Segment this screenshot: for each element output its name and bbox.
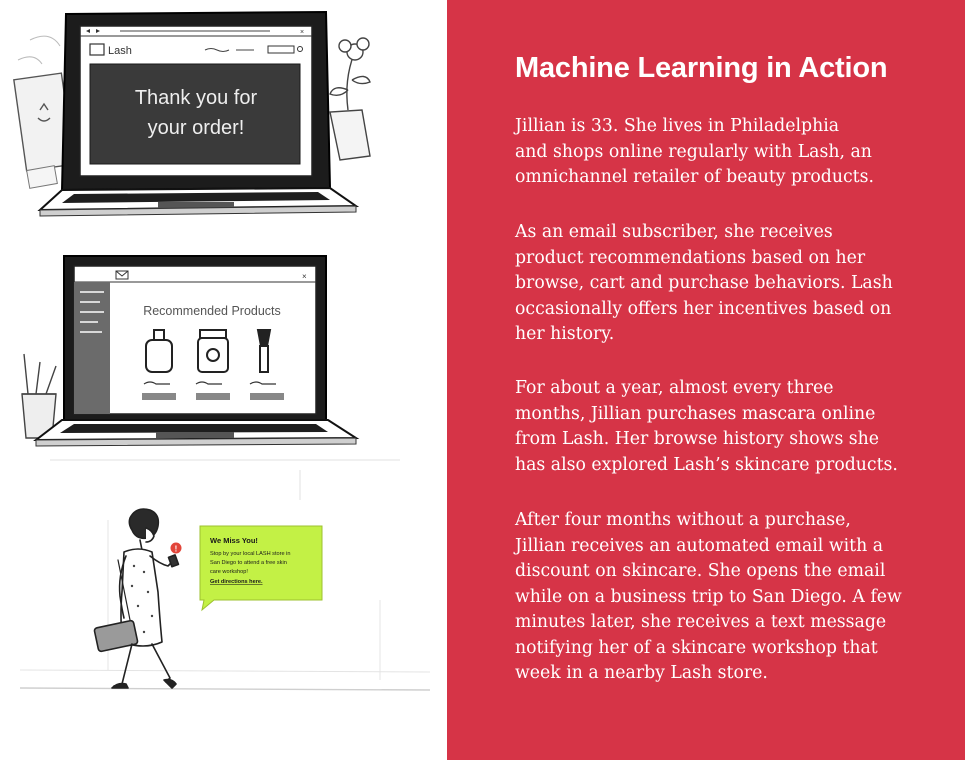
article-paragraph: For about a year, almost every three months, Jillian purchases mascara online from Lash. Her browse history shows she has also explored Lash’s skincare products. [515,378,898,475]
article-paragraph: As an email subscriber, she receives product recommendations based on her browse, cart and purchase behaviors. Lash occasionally offers her incentives based on her history. [515,222,893,344]
close-icon: × [302,272,307,281]
illustration-panel [0,0,447,760]
search-input [268,46,294,53]
laptop-one [40,12,356,216]
sms-line: Stop by your local LASH store in [210,551,291,557]
article-title: Machine Learning in Action [515,52,888,84]
sms-line: care workshop! [210,569,248,575]
laptop-two-scene [22,256,400,500]
pencil-cup [22,354,56,438]
confirmation-line-1: Thank you for [134,87,258,109]
laptop-brand: Lash [108,45,132,57]
article-paragraph: Jillian is 33. She lives in Philadelphia and shops online regularly with Lash, an omnichannel retailer of beauty products. [515,116,874,187]
svg-text:×: × [300,29,305,36]
floor-line [20,688,430,690]
walking-woman-scene [20,509,430,690]
flower-pot [330,38,370,160]
cream-jar-icon [198,330,228,372]
sms-line: San Diego to attend a free skin [210,560,287,566]
confirmation-screen [90,64,300,164]
sms-directions-link: Get directions here. [210,579,263,585]
makeup-brush-icon [258,330,270,372]
laptop-two [36,256,356,446]
product-button [196,393,230,400]
confirmation-line-2: your order! [147,117,245,139]
article-paragraph: After four months without a purchase, Jillian receives an automated email with a discount on skincare. She opens the email while on a business trip to San Diego. A few minutes later, she receives a text message notifying her of a skincare workshop that week in a nearby Lash store. [515,510,902,683]
recommended-heading: Recommended Products [143,304,281,318]
notification-badge [170,542,182,554]
sms-title: We Miss You! [210,536,258,545]
article-panel [447,0,965,760]
product-button [142,393,176,400]
svg-text:!: ! [174,544,178,554]
lash-logo-icon [90,44,104,55]
laptop-one-scene [14,12,370,216]
woman-figure [94,509,179,688]
product-button [250,393,284,400]
sms-bubble [200,526,322,610]
illustration-canvas [0,0,447,760]
